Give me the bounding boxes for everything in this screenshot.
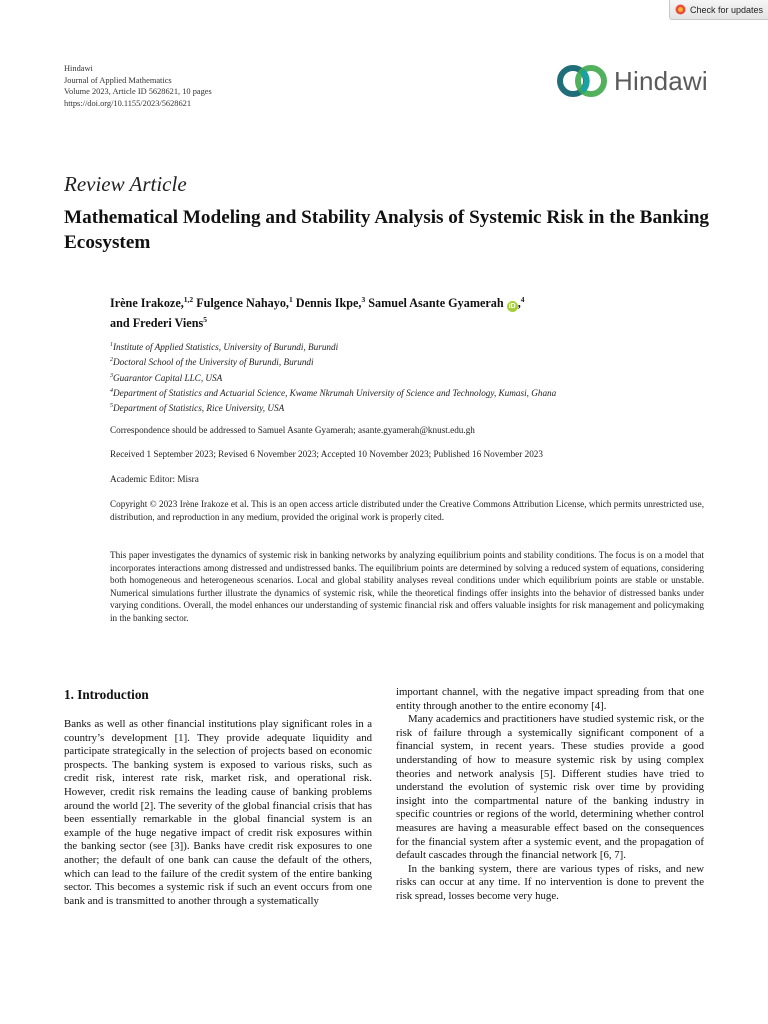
- doi-link[interactable]: https://doi.org/10.1155/2023/5628621: [64, 98, 192, 108]
- abstract: This paper investigates the dynamics of systemic risk in banking networks by analyzing equilibrium points and stability conditions. The focus is on a model that incorporates interactions among distressed and undistressed banks. The equilibrium points are determined by solving a reduced system of equations, considering both homogeneous and heterogeneous scenarios. Local and global stability analyses reveal conditions under which equilibrium points are stable or unstable. Numerical simulations further illustrate the dynamics of systemic risk, while the theoretical findings offer insights into the behavior of distressed banks under varying conditions. Overall, the model enhances our understanding of systemic financial risk and offers valuable insights for risk management and policymaking in the banking sector.: [110, 550, 704, 623]
- affiliation-list: [110, 339, 710, 415]
- affiliation-item: [110, 370, 710, 385]
- body-paragraph: important channel, with the negative impact spreading from that one entity through another to the entire economy [4].: [396, 686, 704, 712]
- author-name: Irène Irakoze,: [110, 296, 184, 311]
- hindawi-logo-icon: [556, 61, 608, 101]
- affiliation-number: 3: [110, 372, 113, 379]
- publication-dates: Received 1 September 2023; Revised 6 November 2023; Accepted 10 November 2023; Published 16 November 2023: [110, 449, 543, 459]
- author-affil-sup: 3: [361, 295, 366, 304]
- article-type: Review Article: [64, 172, 187, 196]
- affiliation-text: Department of Statistics and Actuarial Science, Kwame Nkrumah University of Science and Technology, Kumasi, Ghana: [113, 387, 557, 398]
- author-list: Irène Irakoze,$^{1,2}$ Fulgence Nahayo,$^1$ Dennis Ikpe,$^3$ Samuel Asante Gyamerah iD ,$^4$ and Frederi Viens$^5$: [110, 295, 525, 331]
- affiliation-number: 2: [110, 357, 113, 364]
- check-updates-icon: [675, 4, 686, 15]
- affiliation-number: 1: [110, 342, 113, 348]
- hindawi-logo-text: Hindawi: [614, 65, 708, 96]
- academic-editor: Academic Editor: Misra: [110, 474, 199, 484]
- affiliation-text: Guarantor Capital LLC, USA: [113, 372, 223, 383]
- author-name: Dennis Ikpe,: [295, 296, 362, 311]
- affiliation-item: [110, 354, 710, 369]
- affiliation-item: [110, 400, 710, 415]
- body-paragraph: Many academics and practitioners have studied systemic risk, or the risk of failure through a systemically significant component of a financial system, in recent years. These studies provide a good understanding of how to measure systemic risk by using complex theories and network analysis [5]. Different studies have tried to understand the evolution of systemic risk over time by providing insight into the compartmental nature of the banking industry in specific countries or regions of the world, determining whether control measures are having a measurable effect based on the consequences for the financial system after a systemic event, and the propagation of default cascades through the financial network [6, 7].: [396, 713, 704, 862]
- affiliation-text: Doctoral School of the University of Burundi, Burundi: [113, 357, 314, 368]
- correspondence: Correspondence should be addressed to Samuel Asante Gyamerah; asante.gyamerah@knust.edu.gh: [110, 425, 475, 435]
- affiliation-item: [110, 339, 710, 354]
- check-for-updates-button[interactable]: [669, 0, 768, 20]
- check-updates-label: Check for updates: [690, 4, 764, 15]
- body-paragraph: In the banking system, there are various types of risks, and new risks can occur at any time. If no intervention is done to prevent the risk spread, losses become very huge.: [396, 862, 704, 902]
- body-column-left: [64, 686, 372, 908]
- affiliation-text: Department of Statistics, Rice University, USA: [113, 403, 285, 414]
- journal-name: Journal of Applied Mathematics: [64, 75, 172, 85]
- author-affil-sup: 1: [288, 295, 293, 304]
- publisher-name: Hindawi: [64, 64, 93, 73]
- author-affil-sup: 4: [520, 295, 525, 304]
- copyright-notice: Copyright © 2023 Irène Irakoze et al. This is an open access article distributed under the Creative Commons Attribution License, which permits unrestricted use, distribution, and reproduction in any medium, provided the original work is properly cited.: [110, 499, 704, 522]
- author-name: and Frederi Viens: [110, 316, 204, 331]
- body-column-right: [396, 686, 704, 904]
- body-paragraph: Banks as well as other financial institutions play significant roles in a country’s development [1]. They provide adequate liquidity and participate strategically in the selection of projects based on economic prospects. The banking system is exposed to various risks, such as credit risk, interest rate risk, market risk, and operational risk. However, credit risk remains the leading cause of banking problems around the world [2]. The severity of the global financial crisis that has been essentially remarkable in the global financial system is an example of the huge negative impact of credit risk exposures within the banking sector (see [3]). Banks have credit risk exposures to one another; the default of one bank can cause the default of the others, which can lead to the failure of the credit system of the entire banking sector. This becomes a systemic risk if such an event occurs from one bank and is transmitted to another through a systematically: [64, 718, 372, 907]
- author-name: Fulgence Nahayo,: [196, 296, 289, 311]
- author-affil-sup: 1,2: [183, 295, 194, 304]
- hindawi-logo: [556, 58, 716, 104]
- affiliation-number: 4: [110, 387, 113, 394]
- orcid-icon[interactable]: iD: [508, 303, 516, 311]
- section-heading: 1. Introduction: [64, 687, 149, 702]
- author-affil-sup: 5: [203, 315, 207, 325]
- affiliation-number: 5: [110, 403, 113, 410]
- affiliation-text: Institute of Applied Statistics, University of Burundi, Burundi: [113, 342, 339, 353]
- journal-meta: [64, 63, 212, 109]
- author-name: Samuel Asante Gyamerah: [368, 296, 504, 311]
- affiliation-item: [110, 385, 710, 400]
- volume-line: Volume 2023, Article ID 5628621, 10 pages: [64, 87, 212, 96]
- article-title: Mathematical Modeling and Stability Analysis of Systemic Risk in the Banking Ecosystem: [64, 207, 709, 253]
